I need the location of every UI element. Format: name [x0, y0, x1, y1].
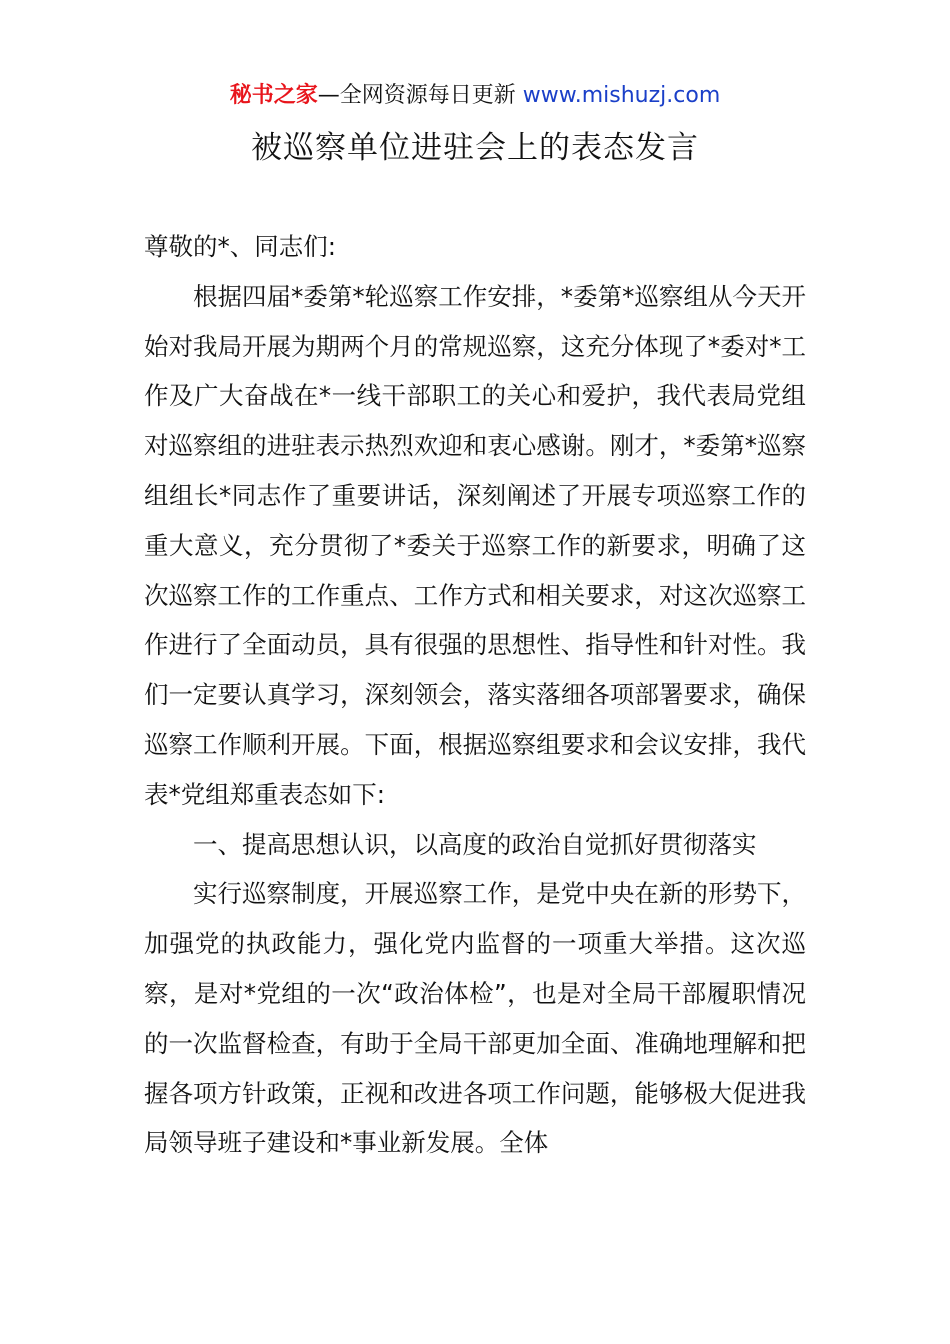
header-tagline: 全网资源每日更新 [339, 83, 516, 108]
header-dash: — [317, 83, 340, 108]
brand-name: 秘书之家 [229, 83, 318, 108]
document-body [144, 222, 806, 1168]
paragraph-section-1: 实行巡察制度，开展巡察工作，是党中央在新的形势下，加强党的执政能力，强化党内监督的一项重大举措。这次巡察，是对*党组的一次“政治体检”，也是对全局干部履职情况的一次监督检查，有助于全局干部更加全面、准确地理解和把握各项方针政策，正视和改进各项工作问题，能够极大促进我局领导班子建设和*事业新发展。全体 [144, 879, 806, 1158]
paragraph-intro: 根据四届*委第*轮巡察工作安排，*委第*巡察组从今天开始对我局开展为期两个月的常规巡察，这充分体现了*委对*工作及广大奋战在*一线干部职工的关心和爱护，我代表局党组对巡察组的进驻表示热烈欢迎和衷心感谢。刚才，*委第*巡察组组长*同志作了重要讲话，深刻阐述了开展专项巡察工作的重大意义，充分贯彻了*委关于巡察工作的新要求，明确了这次巡察工作的工作重点、工作方式和相关要求，对这次巡察工作进行了全面动员，具有很强的思想性、指导性和针对性。我们一定要认真学习，深刻领会，落实落细各项部署要求，确保巡察工作顺利开展。下面，根据巡察组要求和会议安排，我代表*党组郑重表态如下: [144, 281, 806, 809]
site-url-link[interactable]: www.mishuzj.com [522, 83, 721, 108]
section-heading-1: 一、提高思想认识，以高度的政治自觉抓好贯彻落实 [193, 829, 757, 859]
site-header [0, 80, 950, 112]
document-title: 被巡察单位进驻会上的表态发言 [251, 130, 699, 166]
salutation: 尊敬的*、同志们: [144, 232, 337, 261]
